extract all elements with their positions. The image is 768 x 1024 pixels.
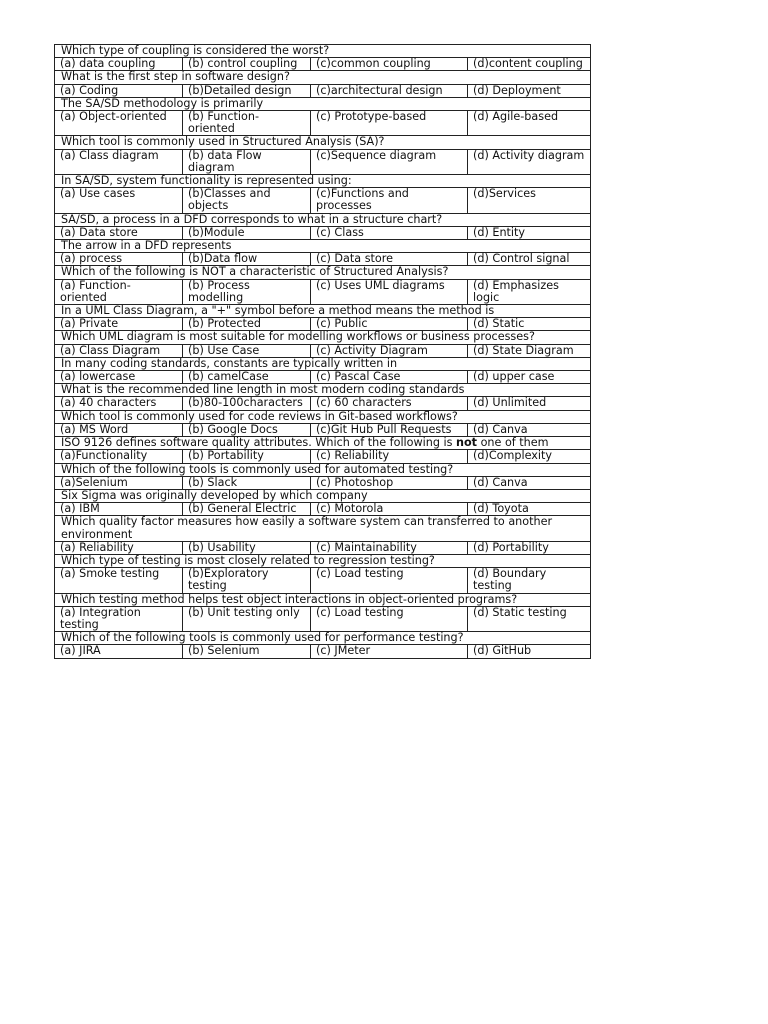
option-c: (c) Photoshop xyxy=(311,476,468,489)
option-b: (b) camelCase xyxy=(183,371,311,384)
question-stem: Which of the following tools is commonly used for automated testing? xyxy=(61,463,454,476)
options-row xyxy=(55,645,591,658)
options-row xyxy=(55,318,591,331)
question-stem: Which type of testing is most closely related to regression testing? xyxy=(61,554,435,567)
option-a: (a) Smoke testing xyxy=(55,568,183,593)
question-row xyxy=(55,463,591,476)
option-b: (b) General Electric xyxy=(183,503,311,516)
question-row xyxy=(55,593,591,606)
option-a: (a) process xyxy=(55,253,183,266)
option-a: (a) Class Diagram xyxy=(55,344,183,357)
option-b: (b) Portability xyxy=(183,450,311,463)
question-text xyxy=(55,554,591,567)
option-a: (a) Reliability xyxy=(55,541,183,554)
option-d: (d) Canva xyxy=(468,476,591,489)
option-b: (b)Module xyxy=(183,226,311,239)
question-stem-tail: one of them xyxy=(477,436,549,450)
question-text xyxy=(55,266,591,279)
option-d: (d) Toyota xyxy=(468,503,591,516)
option-a: (a) data coupling xyxy=(55,58,183,71)
question-stem: Which UML diagram is most suitable for modelling workflows or business processes? xyxy=(61,330,535,344)
options-row xyxy=(55,84,591,97)
question-row xyxy=(55,357,591,370)
question-stem: SA/SD, a process in a DFD corresponds to what in a structure chart? xyxy=(61,213,443,226)
option-c: (c)common coupling xyxy=(311,58,468,71)
question-text xyxy=(55,437,591,450)
option-d: (d) Agile-based xyxy=(468,111,591,136)
option-c: (c) Activity Diagram xyxy=(311,344,468,357)
question-row xyxy=(55,554,591,567)
options-row xyxy=(55,111,591,136)
options-row xyxy=(55,149,591,174)
option-b: (b) Process modelling xyxy=(183,279,311,304)
options-row xyxy=(55,476,591,489)
option-a: (a) Class diagram xyxy=(55,149,183,174)
option-c: (c) Motorola xyxy=(311,503,468,516)
option-a: (a) 40 characters xyxy=(55,397,183,410)
question-text xyxy=(55,175,591,188)
question-text xyxy=(55,489,591,502)
question-row xyxy=(55,516,591,541)
option-a: (a) Integration testing xyxy=(55,606,183,631)
question-text xyxy=(55,305,591,318)
option-b: (b)80-100characters xyxy=(183,397,311,410)
options-row xyxy=(55,397,591,410)
question-text xyxy=(55,463,591,476)
option-c: (c)Functions and processes xyxy=(311,188,468,213)
question-row xyxy=(55,410,591,423)
options-row xyxy=(55,279,591,304)
option-d: (d) Static testing xyxy=(468,606,591,631)
question-text xyxy=(55,240,591,253)
option-d: (d) Boundary testing xyxy=(468,568,591,593)
question-row xyxy=(55,384,591,397)
question-emphasis: not xyxy=(456,436,478,450)
option-c: (c) Reliability xyxy=(311,450,468,463)
option-b: (b) data Flow diagram xyxy=(183,149,311,174)
option-d: (d)Services xyxy=(468,188,591,213)
question-stem: What is the recommended line length in most modern coding standards xyxy=(61,383,465,397)
question-stem: The SA/SD methodology is primarily xyxy=(61,97,264,110)
option-c: (c)Git Hub Pull Requests xyxy=(311,423,468,436)
question-row xyxy=(55,175,591,188)
question-stem: Six Sigma was originally developed by which company xyxy=(61,489,368,502)
question-text xyxy=(55,384,591,397)
option-b: (b)Detailed design xyxy=(183,84,311,97)
options-row xyxy=(55,606,591,631)
option-d: (d) Canva xyxy=(468,423,591,436)
question-row xyxy=(55,331,591,344)
option-a: (a) IBM xyxy=(55,503,183,516)
option-d: (d) Static xyxy=(468,318,591,331)
question-text xyxy=(55,97,591,110)
option-a: (a) Use cases xyxy=(55,188,183,213)
option-c: (c)architectural design xyxy=(311,84,468,97)
question-stem: ISO 9126 defines software quality attributes. Which of the following is xyxy=(61,436,457,450)
option-c: (c) Load testing xyxy=(311,606,468,631)
options-row xyxy=(55,503,591,516)
question-row xyxy=(55,437,591,450)
options-row xyxy=(55,450,591,463)
option-d: (d)content coupling xyxy=(468,58,591,71)
mcq-table-body xyxy=(55,45,591,659)
option-d: (d) upper case xyxy=(468,371,591,384)
option-b: (b) control coupling xyxy=(183,58,311,71)
option-a: (a) JIRA xyxy=(55,645,183,658)
option-b: (b)Data flow xyxy=(183,253,311,266)
option-b: (b) Selenium xyxy=(183,645,311,658)
options-row xyxy=(55,188,591,213)
question-text xyxy=(55,45,591,58)
option-a: (a) Data store xyxy=(55,226,183,239)
options-row xyxy=(55,568,591,593)
question-text xyxy=(55,632,591,645)
question-stem: Which of the following tools is commonly used for performance testing? xyxy=(61,631,464,645)
options-row xyxy=(55,541,591,554)
question-stem: Which of the following is NOT a characteristic of Structured Analysis? xyxy=(61,265,449,279)
option-c: (c) Uses UML diagrams xyxy=(311,279,468,304)
question-text xyxy=(55,136,591,149)
option-b: (b)Classes and objects xyxy=(183,188,311,213)
question-text xyxy=(55,213,591,226)
option-d: (d) Deployment xyxy=(468,84,591,97)
option-c: (c) Class xyxy=(311,226,468,239)
option-c: (c) Maintainability xyxy=(311,541,468,554)
question-stem: Which quality factor measures how easily a software system can transferred to another environment xyxy=(61,515,553,541)
question-row xyxy=(55,489,591,502)
option-a: (a) Coding xyxy=(55,84,183,97)
option-d: (d) Unlimited xyxy=(468,397,591,410)
question-row xyxy=(55,71,591,84)
question-row xyxy=(55,305,591,318)
options-row xyxy=(55,58,591,71)
option-c: (c) Pascal Case xyxy=(311,371,468,384)
question-stem: What is the first step in software design? xyxy=(61,70,290,84)
option-a: (a)Functionality xyxy=(55,450,183,463)
option-a: (a) lowercase xyxy=(55,371,183,384)
option-c: (c) 60 characters xyxy=(311,397,468,410)
option-a: (a) MS Word xyxy=(55,423,183,436)
question-text xyxy=(55,593,591,606)
option-d: (d) Control signal xyxy=(468,253,591,266)
option-b: (b) Unit testing only xyxy=(183,606,311,631)
question-stem: In SA/SD, system functionality is represented using: xyxy=(61,174,352,188)
question-stem: In a UML Class Diagram, a "+" symbol before a method means the method is xyxy=(61,304,495,318)
question-row xyxy=(55,632,591,645)
options-row xyxy=(55,371,591,384)
option-b: (b) Function-oriented xyxy=(183,111,311,136)
question-row xyxy=(55,97,591,110)
option-d: (d) Portability xyxy=(468,541,591,554)
question-row xyxy=(55,213,591,226)
question-row xyxy=(55,266,591,279)
option-a: (a)Selenium xyxy=(55,476,183,489)
question-stem: Which tool is commonly used in Structured Analysis (SA)? xyxy=(61,135,385,149)
question-stem: Which tool is commonly used for code reviews in Git-based workflows? xyxy=(61,410,458,423)
options-row xyxy=(55,253,591,266)
option-c: (c) Load testing xyxy=(311,568,468,593)
option-b: (b)Exploratory testing xyxy=(183,568,311,593)
options-row xyxy=(55,423,591,436)
option-a: (a) Function-oriented xyxy=(55,279,183,304)
option-d: (d) State Diagram xyxy=(468,344,591,357)
option-b: (b) Usability xyxy=(183,541,311,554)
question-stem: The arrow in a DFD represents xyxy=(61,239,232,253)
mcq-table xyxy=(54,44,591,659)
question-text xyxy=(55,357,591,370)
option-d: (d)Complexity xyxy=(468,450,591,463)
option-c: (c) JMeter xyxy=(311,645,468,658)
option-b: (b) Slack xyxy=(183,476,311,489)
question-text xyxy=(55,71,591,84)
option-c: (c) Data store xyxy=(311,253,468,266)
question-text xyxy=(55,516,591,541)
option-d: (d) GitHub xyxy=(468,645,591,658)
question-row xyxy=(55,136,591,149)
option-d: (d) Entity xyxy=(468,226,591,239)
options-row xyxy=(55,226,591,239)
options-row xyxy=(55,344,591,357)
option-d: (d) Emphasizes logic xyxy=(468,279,591,304)
question-row xyxy=(55,45,591,58)
option-d: (d) Activity diagram xyxy=(468,149,591,174)
question-stem: In many coding standards, constants are typically written in xyxy=(61,357,398,370)
option-a: (a) Object-oriented xyxy=(55,111,183,136)
option-c: (c) Prototype-based xyxy=(311,111,468,136)
question-row xyxy=(55,240,591,253)
question-text xyxy=(55,331,591,344)
option-b: (b) Use Case xyxy=(183,344,311,357)
question-text xyxy=(55,410,591,423)
question-stem: Which testing method helps test object interactions in object-oriented programs? xyxy=(61,593,518,606)
option-c: (c) Public xyxy=(311,318,468,331)
question-stem: Which type of coupling is considered the worst? xyxy=(61,44,330,57)
option-a: (a) Private xyxy=(55,318,183,331)
option-c: (c)Sequence diagram xyxy=(311,149,468,174)
option-b: (b) Protected xyxy=(183,318,311,331)
option-b: (b) Google Docs xyxy=(183,423,311,436)
